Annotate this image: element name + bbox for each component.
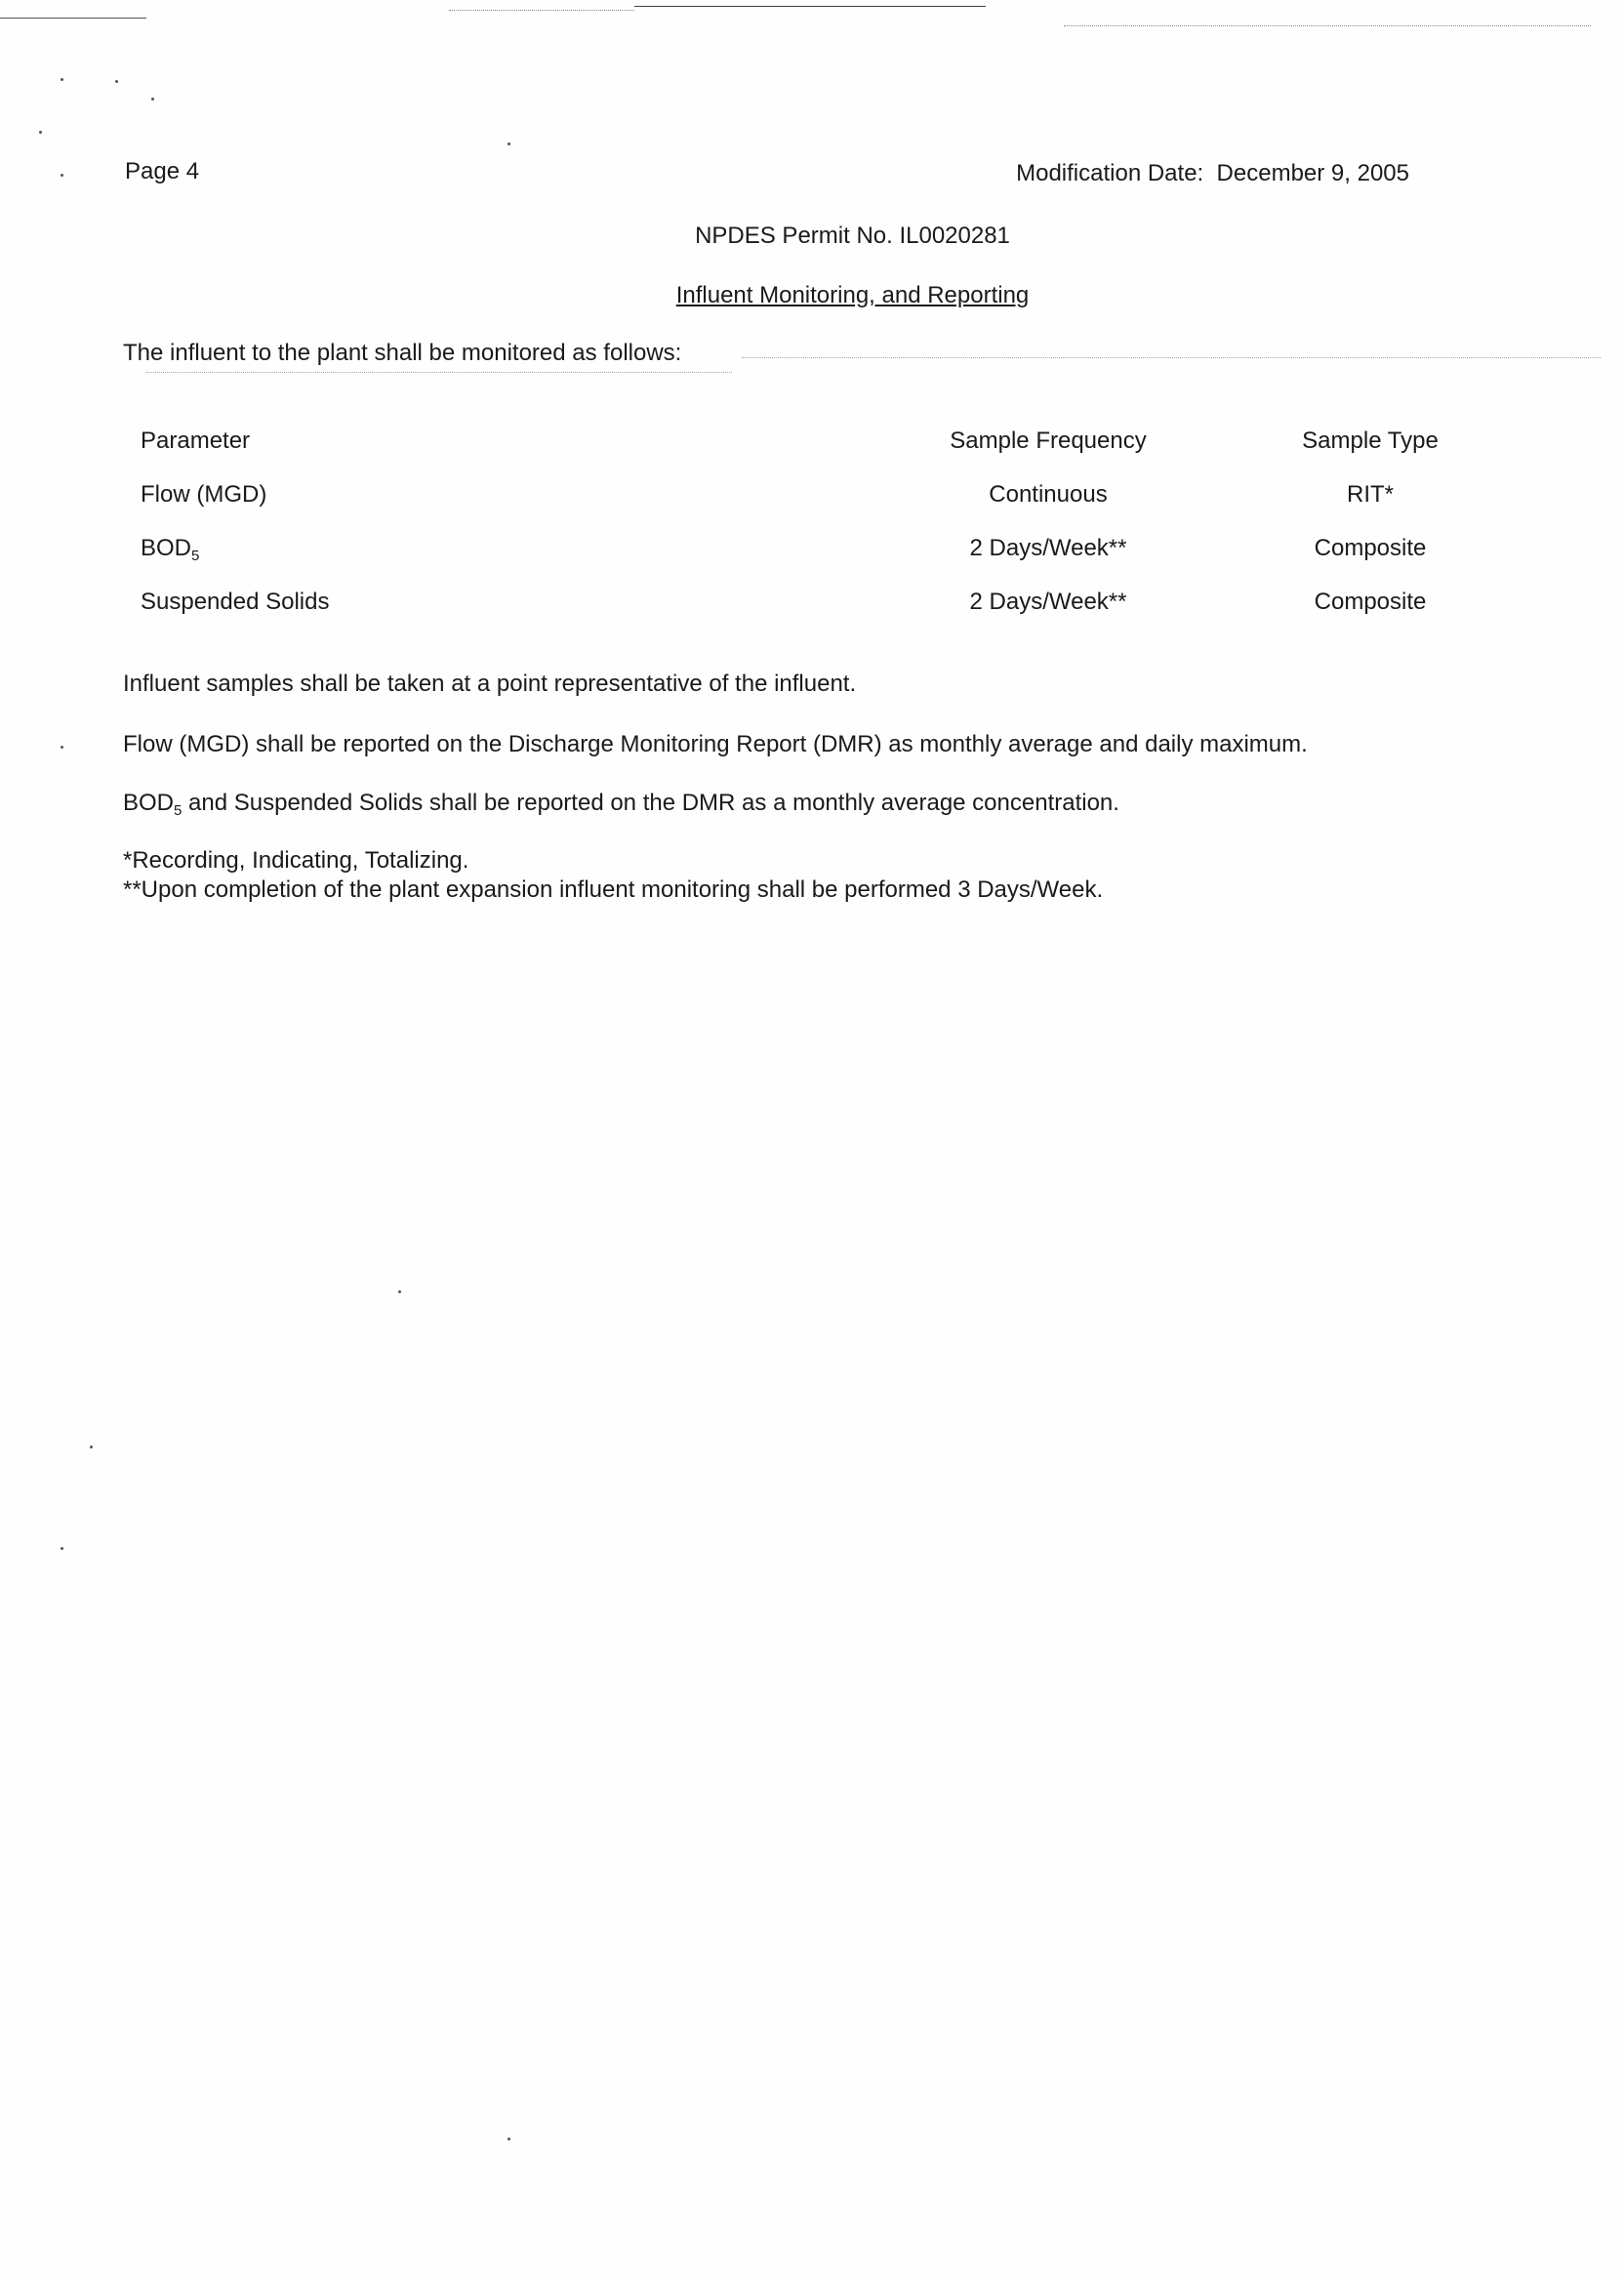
scan-speck: [115, 80, 118, 83]
type-cell: Composite: [1314, 588, 1427, 615]
paragraph-bod-subscript: 5: [174, 802, 183, 819]
type-cell: RIT*: [1347, 480, 1394, 508]
frequency-cell: 2 Days/Week**: [969, 588, 1127, 615]
parameter-cell: [141, 521, 843, 575]
scan-speck: [61, 174, 63, 177]
monitoring-table: [141, 414, 1487, 629]
scan-artifact-dots: [742, 357, 1601, 358]
table-row: [141, 521, 1487, 575]
table-row: [141, 468, 1487, 521]
paragraph-flow-reporting: Flow (MGD) shall be reported on the Discharge Monitoring Report (DMR) as monthly average and daily maximum.: [123, 731, 1308, 757]
footnote-expansion: **Upon completion of the plant expansion influent monitoring shall be performed 3 Days/Week.: [123, 876, 1104, 903]
section-title: [0, 281, 1624, 310]
column-header-type: Sample Type: [1302, 427, 1439, 454]
parameter-cell: [141, 575, 843, 629]
scan-speck: [508, 2138, 510, 2140]
permit-number: NPDES Permit No. IL0020281: [695, 223, 1010, 249]
scan-artifact-dots: [1064, 25, 1591, 26]
scan-artifact-line: [0, 18, 146, 19]
scan-speck: [61, 1547, 63, 1550]
parameter-cell: [141, 468, 843, 521]
scan-speck: [398, 1290, 401, 1293]
scan-artifact-dots: [449, 10, 634, 11]
frequency-cell: Continuous: [989, 480, 1108, 508]
table-header-row: [141, 414, 1487, 468]
parameter-name: Flow (MGD): [141, 480, 267, 508]
frequency-cell: 2 Days/Week**: [969, 534, 1127, 561]
scan-speck: [61, 746, 63, 749]
paragraph-bod-prefix: BOD: [123, 790, 175, 816]
scan-speck: [61, 78, 63, 81]
scan-artifact-line: [634, 6, 986, 7]
page-number: Page 4: [125, 158, 200, 184]
column-header-parameter: Parameter: [141, 427, 251, 454]
parameter-subscript: 5: [191, 547, 200, 564]
intro-text: The influent to the plant shall be monitored as follows:: [123, 340, 682, 366]
section-title-text: Influent Monitoring, and Reporting: [675, 282, 1030, 308]
paragraph-sample-location: Influent samples shall be taken at a point representative of the influent.: [123, 671, 857, 697]
scan-speck: [90, 1446, 93, 1448]
table-row: [141, 575, 1487, 629]
paragraph-bod-reporting: [123, 789, 1119, 818]
modification-date-label: Modification Date:: [1016, 160, 1204, 186]
parameter-name: BOD: [141, 534, 192, 561]
modification-date: [1016, 159, 1409, 188]
scan-speck: [151, 98, 154, 101]
scan-artifact-dots: [146, 372, 732, 373]
scan-speck: [39, 131, 42, 134]
type-cell: Composite: [1314, 534, 1427, 561]
paragraph-bod-rest: and Suspended Solids shall be reported on the DMR as a monthly average concentration.: [182, 790, 1119, 816]
modification-date-value: December 9, 2005: [1216, 160, 1409, 186]
footnote-rit: *Recording, Indicating, Totalizing.: [123, 847, 469, 874]
scan-speck: [508, 143, 510, 145]
column-header-frequency: Sample Frequency: [950, 427, 1147, 454]
parameter-name: Suspended Solids: [141, 588, 330, 615]
